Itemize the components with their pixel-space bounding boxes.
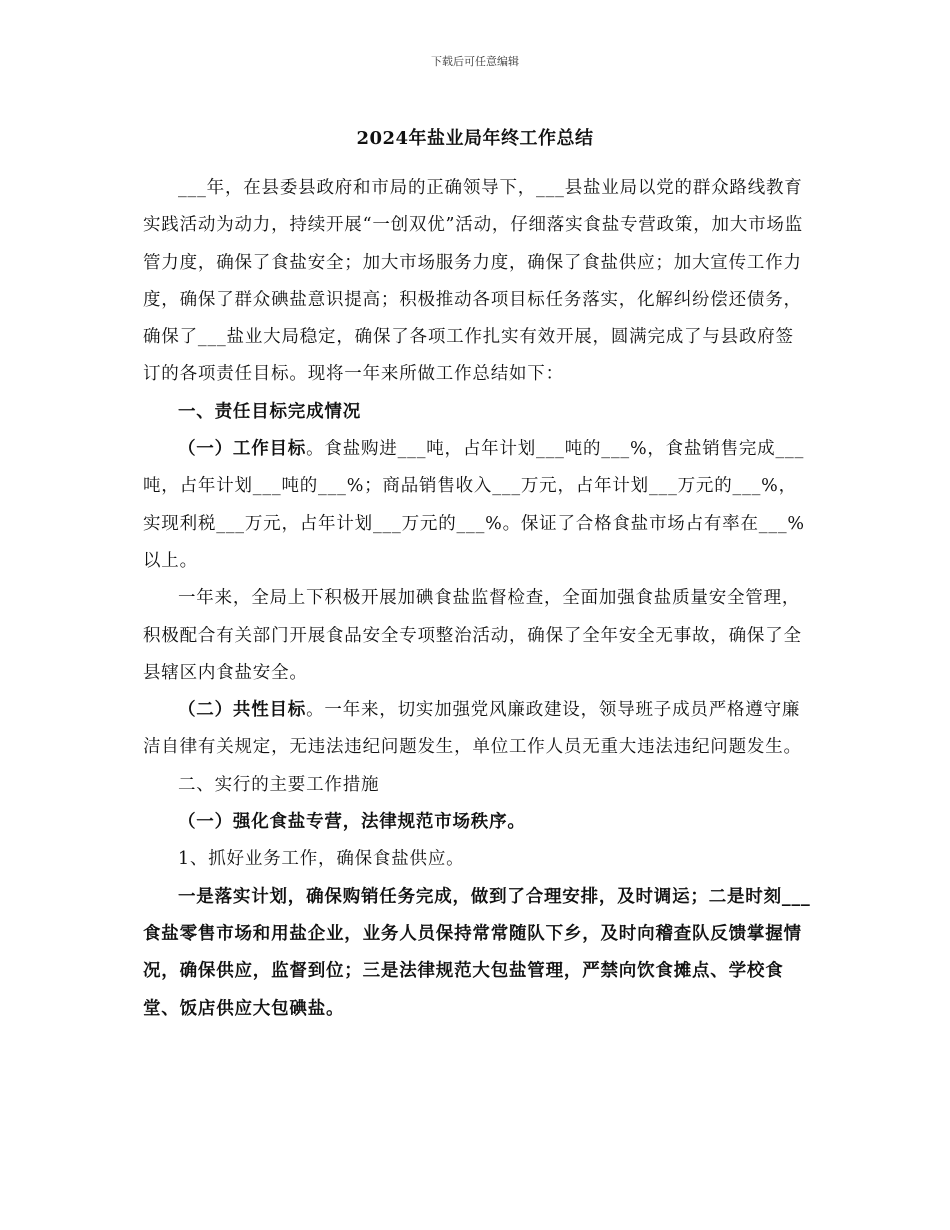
section2-sub1-heading: （一）强化食盐专营，法律规范市场秩序。	[178, 812, 526, 833]
document-title: 2024年盐业局年终工作总结	[356, 128, 594, 149]
section1-sub1-label: （一）工作目标	[178, 439, 307, 460]
section1-sub1-text: 。食盐购进___吨，占年计划___吨的___%，食盐销售完成___吨，占年计划___吨的___%；商品销售收入___万元，占年计划___万元的___%，实现利税___万元，占年计划___万元的___%。保证了合格食盐市场占有率在___%以上。	[143, 439, 805, 571]
section1-para2: 一年来，全局上下积极开展加碘食盐监督检查，全面加强食盐质量安全管理，积极配合有关部门开展食品安全专项整治活动，确保了全年安全无事故，确保了全县辖区内食盐安全。	[143, 588, 802, 683]
section2-heading: 二、实行的主要工作措施	[178, 774, 380, 795]
section2-item1-heading: 1、抓好业务工作，确保食盐供应。	[178, 849, 465, 870]
section1-sub2-label: （二）共性目标	[178, 700, 307, 721]
section1-heading: 一、责任目标完成情况	[178, 401, 361, 422]
section1-sub1-paragraph	[143, 431, 811, 580]
header-note: 下载后可任意编辑	[431, 55, 519, 68]
section1-sub2-paragraph	[143, 692, 811, 767]
section2-item1-text: 一是落实计划，确保购销任务完成，做到了合理安排，及时调运；二是时刻___食盐零售市场和用盐企业，业务人员保持常常随队下乡，及时向稽查队反馈掌握情况，确保供应，监督到位；三是法律规范大包盐管理，严禁向饮食摊点、学校食堂、饭店供应大包碘盐。	[143, 886, 811, 1019]
section1-sub2-text: 。一年来，切实加强党风廉政建设，领导班子成员严格遵守廉洁自律有关规定，无违法违纪问题发生，单位工作人员无重大违法违纪问题发生。	[143, 700, 802, 758]
intro-paragraph: ___年，在县委县政府和市局的正确领导下，___县盐业局以党的群众路线教育实践活动为动力，持续开展“一创双优”活动，仔细落实食盐专营政策，加大市场监管力度，确保了食盐安全；加大市场服务力度，确保了食盐供应；加大宣传工作力度，确保了群众碘盐意识提高；积极推动各项目标任务落实，化解纠纷偿还债务，确保了___盐业大局稳定，确保了各项工作扎实有效开展，圆满完成了与县政府签订的各项责任目标。现将一年来所做工作总结如下：	[143, 178, 803, 385]
document-body	[143, 170, 811, 1028]
